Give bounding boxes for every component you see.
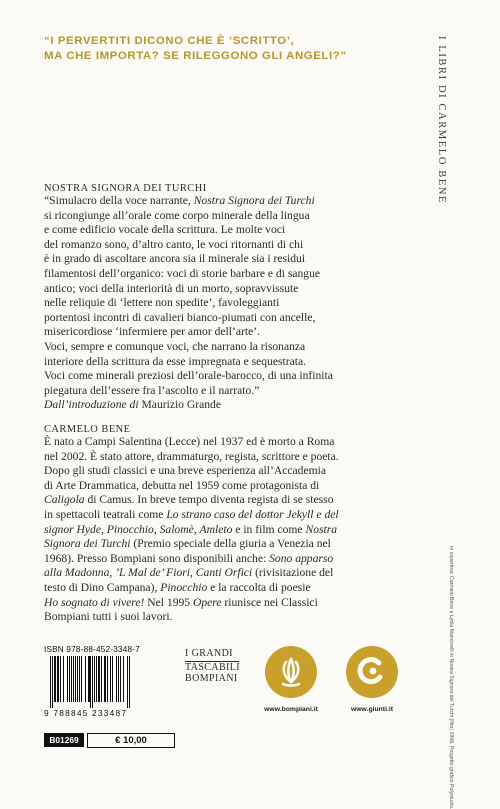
section-title-author: CARMELO BENE bbox=[44, 424, 131, 435]
isbn-text: ISBN 978-88-452-3348-7 bbox=[44, 645, 140, 654]
bompiani-logo-icon bbox=[265, 646, 317, 698]
giunti-url[interactable]: www.giunti.it bbox=[350, 706, 394, 713]
giunti-logo-icon bbox=[346, 646, 398, 698]
section-title-novel: NOSTRA SIGNORA DEI TURCHI bbox=[44, 183, 207, 194]
top-quote-line-1: “I PERVERTITI DICONO CHE È ‘SCRITTO’, bbox=[44, 35, 295, 47]
attribution: Dall’introduzione di Maurizio Grande bbox=[44, 398, 221, 412]
bompiani-url[interactable]: www.bompiani.it bbox=[264, 706, 318, 713]
author-biography: È nato a Campi Salentina (Lecce) nel 1937 ed è morto a Roma nel 2002. È stato attore, drammaturgo, regista, scrittore e poeta. Dopo gli studi classici e una breve esperienza all’Accademia di Arte Drammatica, debutta nel 1959 come protagonista di Caligola di Camus. In breve tempo diventa regista di se stesso in spettacoli teatrali come Lo strano caso del dottor Jekyll e del signor Hyde, Pinocchio, Salomè, Amleto e in film come Nostra Signora dei Turchi (Premio speciale della giuria a Venezia nel 1968). Presso Bompiani sono disponibili anche: Sono apparso alla Madonna, ’L Mal de’ Fiori, Canti Orfici (rivisitazione del testo di Dino Campana), Pinocchio e la raccolta di poesie Ho sognato di vivere! Nel 1995 Opere riunisce nei Classici Bompiani tutti i suoi lavori. bbox=[44, 435, 339, 624]
novel-description: “Simulacro della voce narrante, Nostra Signora dei Turchi si ricongiunge all’orale come corpo minerale della lingua e come edificio vocale della scrittura. Le molte voci del romanzo sono, d’altro canto, le voci ritornanti di chi è in grado di ascoltare ancora sia il minerale sia i residui filamentosi dell’organico: voci di storie barbare e di sangue antico; voci della interiorità di un morto, sopravvissute nelle reliquie di ‘lettere non spedite’, favoleggianti portentosi incontri di cavalieri bianco-piumati con ancelle, misericordiose ‘infermiere per amor dell’arte’. Voci, sempre e comunque voci, che narrano la risonanza interiore della scrittura da esse impregnata e sequestrata. Voci come minerali preziosi dell’orale-barocco, di una infinita piegatura dell’essere fra l’ascolto e il narrato.” Dall’introduzione di Maurizio Grande bbox=[44, 194, 414, 413]
spine-label: I LIBRI DI CARMELO BENE bbox=[436, 36, 447, 205]
isbn-block bbox=[44, 645, 172, 718]
top-quote-line-2: MA CHE IMPORTA? SE RILEGGONO GLI ANGELI?” bbox=[44, 50, 347, 62]
series-name: I GRANDI TASCABILI BOMPIANI bbox=[185, 648, 241, 684]
price: € 10,00 bbox=[87, 733, 175, 748]
barcode-digits: 9 788845 233487 bbox=[44, 708, 128, 718]
cover-credit: In copertina: Carmelo Bene e Lydia Mancinelli in Nostra Signora dei Turchi (film) 1968. Progetto grafico Polystudio. bbox=[448, 546, 454, 809]
top-quote bbox=[44, 34, 404, 64]
product-code: B01269 bbox=[44, 733, 84, 747]
barcode bbox=[44, 656, 172, 708]
